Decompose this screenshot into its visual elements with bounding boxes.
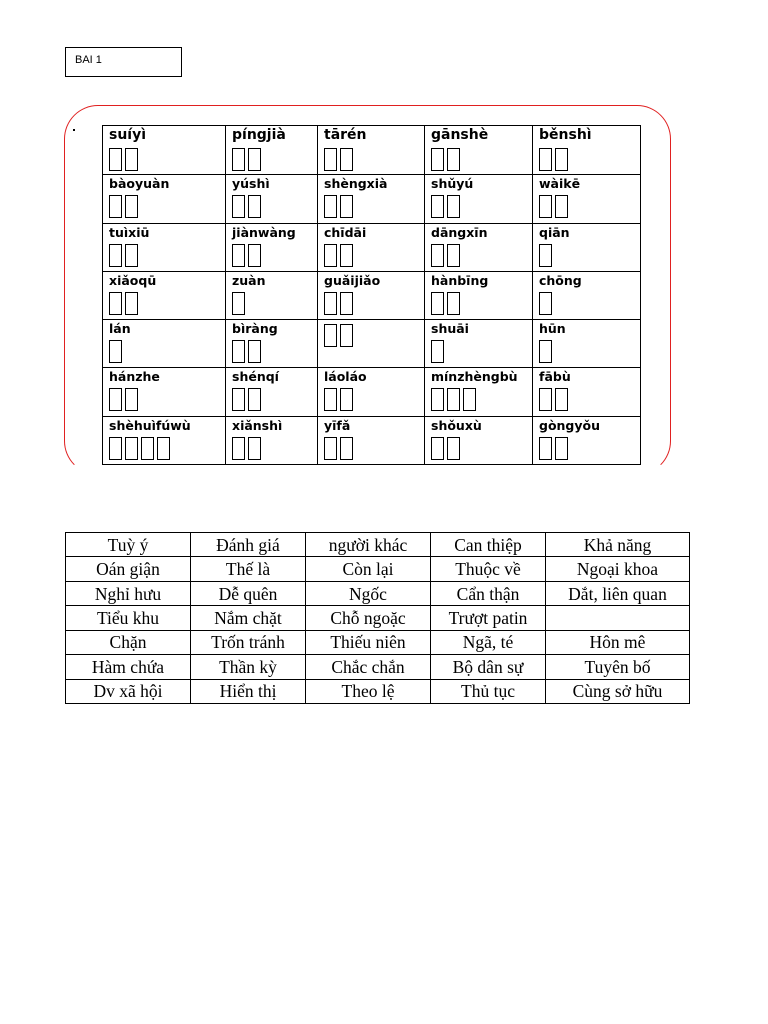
missing-glyph-box <box>431 388 444 411</box>
missing-glyph-box <box>447 292 460 315</box>
missing-glyph-box <box>340 292 353 315</box>
character-placeholders <box>109 437 225 463</box>
pinyin-text: píngjià <box>232 127 286 143</box>
pinyin-text: shèhuìfúwù <box>109 417 191 433</box>
character-placeholders <box>109 244 225 270</box>
pinyin-text: jiànwàng <box>232 224 296 240</box>
missing-glyph-box <box>324 388 337 411</box>
character-placeholders <box>324 388 424 414</box>
pinyin-cell <box>425 223 533 271</box>
character-placeholders <box>232 292 317 318</box>
character-placeholders <box>109 148 225 174</box>
missing-glyph-box <box>324 148 337 171</box>
translation-cell: Thần kỳ <box>191 655 306 679</box>
pinyin-text: qiān <box>539 224 570 240</box>
translation-cell: Khả năng <box>546 533 690 557</box>
pinyin-text: gòngyǒu <box>539 417 601 433</box>
pinyin-text: xiǎnshì <box>232 417 283 433</box>
missing-glyph-box <box>109 388 122 411</box>
pinyin-cell <box>533 223 641 271</box>
translation-cell: Ngốc <box>306 581 431 605</box>
missing-glyph-box <box>431 148 444 171</box>
pinyin-cell <box>103 320 226 368</box>
missing-glyph-box <box>232 148 245 171</box>
character-placeholders <box>232 340 317 366</box>
pinyin-cell <box>226 175 318 223</box>
pinyin-cell <box>425 126 533 175</box>
missing-glyph-box <box>109 244 122 267</box>
missing-glyph-box <box>232 195 245 218</box>
missing-glyph-box <box>447 148 460 171</box>
pinyin-cell <box>533 271 641 319</box>
pinyin-cell <box>318 320 425 368</box>
pinyin-cell <box>425 320 533 368</box>
missing-glyph-box <box>109 437 122 460</box>
pinyin-cell <box>226 416 318 464</box>
pinyin-text: shǒuxù <box>431 417 482 433</box>
character-placeholders <box>109 195 225 221</box>
character-placeholders <box>324 148 424 174</box>
translation-cell: Hôn mê <box>546 630 690 654</box>
pinyin-cell <box>533 416 641 464</box>
pinyin-text: bàoyuàn <box>109 176 170 192</box>
translation-cell: Hàm chứa <box>66 655 191 679</box>
missing-glyph-box <box>539 195 552 218</box>
missing-glyph-box <box>447 195 460 218</box>
pinyin-cell <box>226 320 318 368</box>
missing-glyph-box <box>340 244 353 267</box>
missing-glyph-box <box>463 388 476 411</box>
missing-glyph-box <box>248 388 261 411</box>
pinyin-cell <box>318 223 425 271</box>
character-placeholders <box>539 437 640 463</box>
translation-cell: Dv xã hội <box>66 679 191 703</box>
missing-glyph-box <box>248 437 261 460</box>
missing-glyph-box <box>555 388 568 411</box>
missing-glyph-box <box>539 292 552 315</box>
translation-cell: Dắt, liên quan <box>546 581 690 605</box>
pinyin-cell <box>103 271 226 319</box>
missing-glyph-box <box>125 437 138 460</box>
character-placeholders <box>324 244 424 270</box>
translation-row <box>66 581 690 605</box>
missing-glyph-box <box>141 437 154 460</box>
translation-cell: Tiểu khu <box>66 606 191 630</box>
pinyin-text: hànbīng <box>431 272 489 288</box>
character-placeholders <box>431 292 532 318</box>
missing-glyph-box <box>125 388 138 411</box>
pinyin-row <box>103 271 641 319</box>
missing-glyph-box <box>555 148 568 171</box>
missing-glyph-box <box>125 292 138 315</box>
character-placeholders <box>539 195 640 221</box>
missing-glyph-box <box>248 148 261 171</box>
pinyin-cell <box>226 368 318 416</box>
pinyin-text: běnshì <box>539 127 592 143</box>
missing-glyph-box <box>431 195 444 218</box>
pinyin-cell <box>103 416 226 464</box>
translation-cell: Chỗ ngoặc <box>306 606 431 630</box>
pinyin-text: guǎijiǎo <box>324 272 381 288</box>
pinyin-text: xiǎoqū <box>109 272 157 288</box>
pinyin-text: fābù <box>539 369 571 385</box>
character-placeholders <box>232 148 317 174</box>
pinyin-text: gānshè <box>431 127 489 143</box>
pinyin-row <box>103 416 641 464</box>
missing-glyph-box <box>340 437 353 460</box>
character-placeholders <box>431 340 532 366</box>
missing-glyph-box <box>324 437 337 460</box>
pinyin-cell <box>533 175 641 223</box>
pinyin-cell <box>425 368 533 416</box>
translation-cell: Tuỳ ý <box>66 533 191 557</box>
pinyin-text: yúshì <box>232 176 270 192</box>
translation-cell: Ngã, té <box>431 630 546 654</box>
missing-glyph-box <box>431 437 444 460</box>
translation-cell: người khác <box>306 533 431 557</box>
translation-cell: Theo lệ <box>306 679 431 703</box>
translation-cell: Thế là <box>191 557 306 581</box>
translation-cell: Trượt patin <box>431 606 546 630</box>
pinyin-table <box>102 125 641 465</box>
missing-glyph-box <box>232 340 245 363</box>
character-placeholders <box>431 195 532 221</box>
character-placeholders <box>324 324 424 350</box>
character-placeholders <box>232 195 317 221</box>
translation-cell: Bộ dân sự <box>431 655 546 679</box>
translation-cell: Hiển thị <box>191 679 306 703</box>
translation-cell: Chắc chắn <box>306 655 431 679</box>
missing-glyph-box <box>248 244 261 267</box>
pinyin-text: suíyì <box>109 127 147 143</box>
missing-glyph-box <box>125 195 138 218</box>
translation-row <box>66 630 690 654</box>
pinyin-text: dāngxīn <box>431 224 488 240</box>
translation-cell: Nắm chặt <box>191 606 306 630</box>
pinyin-cell <box>425 175 533 223</box>
character-placeholders <box>431 437 532 463</box>
pinyin-text: shénqí <box>232 369 279 385</box>
translation-cell: Can thiệp <box>431 533 546 557</box>
translation-cell: Đánh giá <box>191 533 306 557</box>
missing-glyph-box <box>324 292 337 315</box>
pinyin-text: shuāi <box>431 321 469 337</box>
pinyin-text: wàikē <box>539 176 581 192</box>
pinyin-text: lán <box>109 321 131 337</box>
pinyin-cell <box>103 175 226 223</box>
character-placeholders <box>431 148 532 174</box>
translation-cell <box>546 606 690 630</box>
pinyin-text: shǔyú <box>431 176 474 192</box>
character-placeholders <box>539 340 640 366</box>
pinyin-text: hūn <box>539 321 566 337</box>
missing-glyph-box <box>248 195 261 218</box>
translation-cell: Trốn tránh <box>191 630 306 654</box>
character-placeholders <box>539 148 640 174</box>
pinyin-cell <box>533 320 641 368</box>
missing-glyph-box <box>340 324 353 347</box>
missing-glyph-box <box>109 148 122 171</box>
pinyin-cell <box>318 368 425 416</box>
lesson-title: BAI 1 <box>65 47 182 77</box>
character-placeholders <box>431 388 532 414</box>
missing-glyph-box <box>340 195 353 218</box>
missing-glyph-box <box>555 195 568 218</box>
pinyin-cell <box>318 175 425 223</box>
pinyin-text: chīdāi <box>324 224 367 240</box>
translation-cell: Oán giận <box>66 557 191 581</box>
translation-cell: Thuộc về <box>431 557 546 581</box>
pinyin-text: tārén <box>324 127 367 143</box>
translation-row <box>66 679 690 703</box>
translation-cell: Ngoại khoa <box>546 557 690 581</box>
pinyin-row <box>103 320 641 368</box>
missing-glyph-box <box>431 292 444 315</box>
vietnamese-table <box>65 532 690 704</box>
character-placeholders <box>109 340 225 366</box>
pinyin-cell <box>318 126 425 175</box>
pinyin-cell <box>425 271 533 319</box>
pinyin-cell <box>533 126 641 175</box>
missing-glyph-box <box>539 244 552 267</box>
missing-glyph-box <box>232 437 245 460</box>
character-placeholders <box>539 244 640 270</box>
missing-glyph-box <box>125 148 138 171</box>
missing-glyph-box <box>232 244 245 267</box>
missing-glyph-box <box>447 437 460 460</box>
translation-row <box>66 606 690 630</box>
pinyin-cell <box>103 368 226 416</box>
translation-cell: Dễ quên <box>191 581 306 605</box>
pinyin-row <box>103 368 641 416</box>
pinyin-text: shèngxià <box>324 176 388 192</box>
pinyin-cell <box>533 368 641 416</box>
pinyin-cell <box>226 223 318 271</box>
missing-glyph-box <box>539 148 552 171</box>
missing-glyph-box <box>324 195 337 218</box>
translation-cell: Cẩn thận <box>431 581 546 605</box>
character-placeholders <box>232 437 317 463</box>
translation-row <box>66 655 690 679</box>
translation-cell: Tuyên bố <box>546 655 690 679</box>
missing-glyph-box <box>125 244 138 267</box>
pinyin-cell <box>103 223 226 271</box>
missing-glyph-box <box>232 292 245 315</box>
pinyin-cell <box>425 416 533 464</box>
missing-glyph-box <box>431 340 444 363</box>
pinyin-text: zuàn <box>232 272 266 288</box>
missing-glyph-box <box>232 388 245 411</box>
pinyin-text: mínzhèngbù <box>431 369 518 385</box>
translation-cell: Còn lại <box>306 557 431 581</box>
pinyin-cell <box>226 126 318 175</box>
translation-cell: Cùng sở hữu <box>546 679 690 703</box>
pinyin-cell <box>103 126 226 175</box>
pinyin-text: bìràng <box>232 321 278 337</box>
missing-glyph-box <box>447 388 460 411</box>
missing-glyph-box <box>539 437 552 460</box>
translation-cell: Nghỉ hưu <box>66 581 191 605</box>
missing-glyph-box <box>157 437 170 460</box>
missing-glyph-box <box>109 292 122 315</box>
character-placeholders <box>109 388 225 414</box>
pinyin-text: chōng <box>539 272 582 288</box>
character-placeholders <box>109 292 225 318</box>
pinyin-text: láoláo <box>324 369 367 385</box>
character-placeholders <box>539 292 640 318</box>
pinyin-text: hánzhe <box>109 369 160 385</box>
missing-glyph-box <box>340 148 353 171</box>
pinyin-cell <box>226 271 318 319</box>
missing-glyph-box <box>555 437 568 460</box>
missing-glyph-box <box>324 324 337 347</box>
character-placeholders <box>539 388 640 414</box>
missing-glyph-box <box>340 388 353 411</box>
pinyin-row <box>103 126 641 175</box>
missing-glyph-box <box>109 195 122 218</box>
translation-cell: Chặn <box>66 630 191 654</box>
missing-glyph-box <box>324 244 337 267</box>
translation-row <box>66 533 690 557</box>
pinyin-row <box>103 223 641 271</box>
character-placeholders <box>324 292 424 318</box>
pinyin-cell <box>318 416 425 464</box>
translation-cell: Thiếu niên <box>306 630 431 654</box>
missing-glyph-box <box>447 244 460 267</box>
pinyin-text: tuìxiū <box>109 224 150 240</box>
translation-cell: Thủ tục <box>431 679 546 703</box>
character-placeholders <box>232 244 317 270</box>
character-placeholders <box>324 195 424 221</box>
pinyin-cell <box>318 271 425 319</box>
missing-glyph-box <box>109 340 122 363</box>
missing-glyph-box <box>539 340 552 363</box>
pinyin-text: yīfǎ <box>324 417 351 433</box>
missing-glyph-box <box>248 340 261 363</box>
missing-glyph-box <box>431 244 444 267</box>
stray-dot <box>73 129 75 131</box>
translation-row <box>66 557 690 581</box>
missing-glyph-box <box>539 388 552 411</box>
character-placeholders <box>431 244 532 270</box>
character-placeholders <box>232 388 317 414</box>
pinyin-row <box>103 175 641 223</box>
character-placeholders <box>324 437 424 463</box>
